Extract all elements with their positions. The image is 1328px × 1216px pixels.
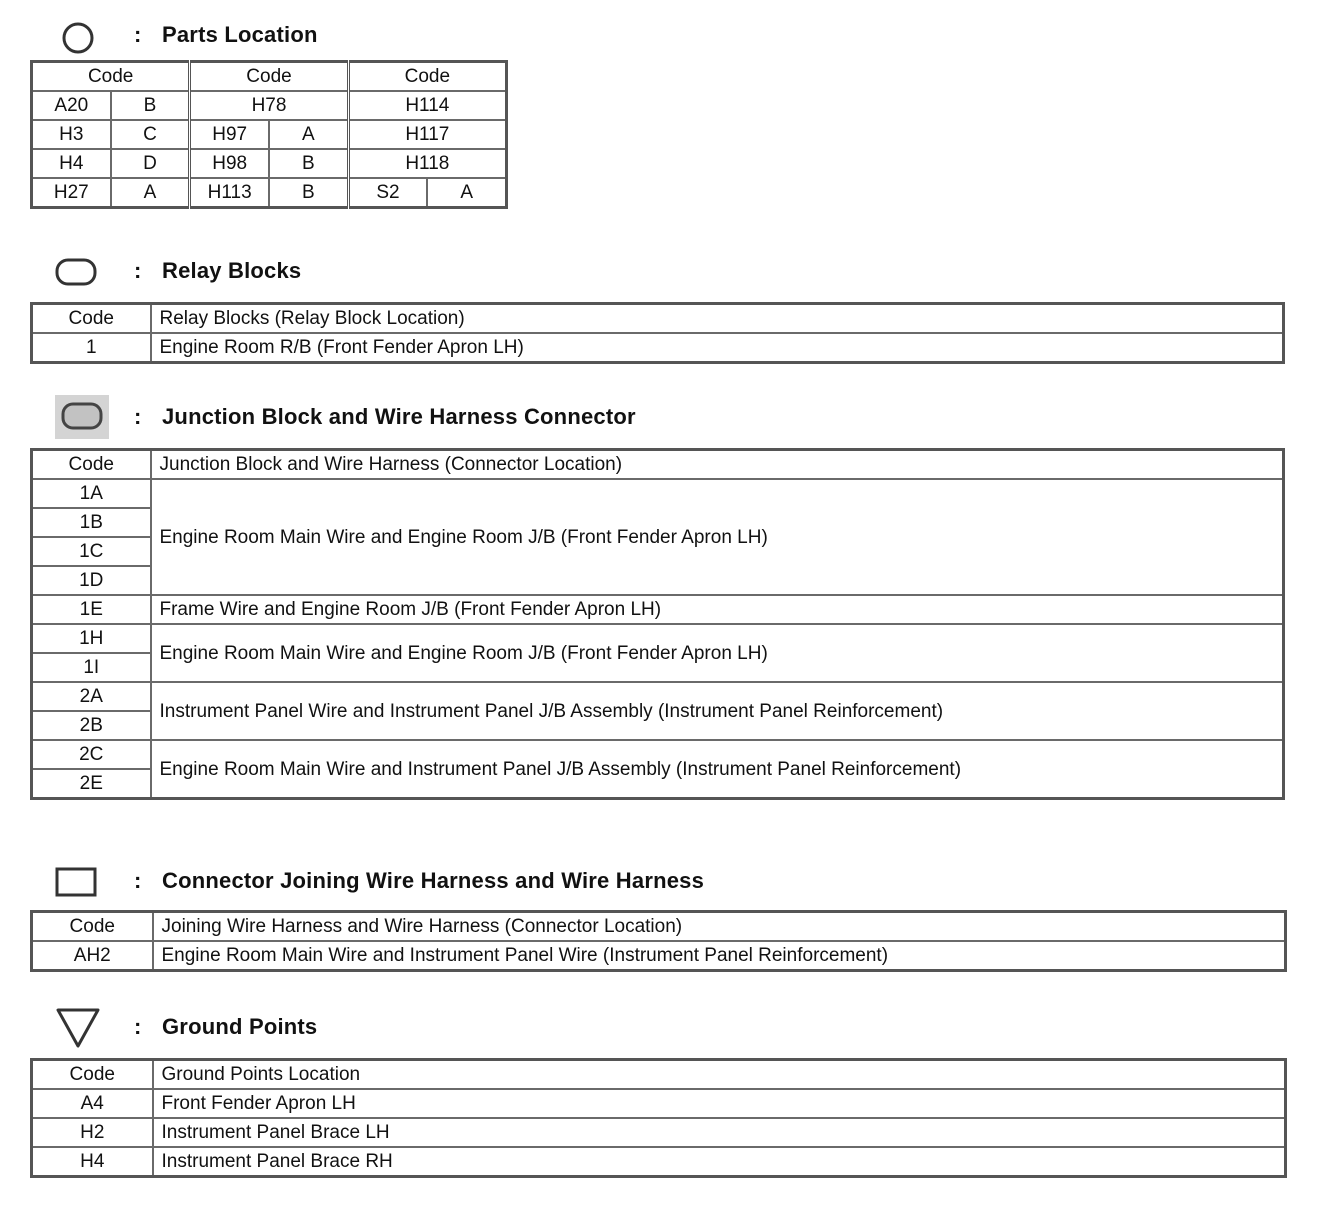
code-cell: 1I	[32, 653, 151, 682]
connector-joining-table	[30, 910, 1287, 972]
location-cell: Instrument Panel Brace RH	[153, 1147, 1286, 1177]
table-row	[32, 149, 507, 178]
code-cell: 1C	[32, 537, 151, 566]
table-row	[32, 1118, 1286, 1147]
table-row	[32, 941, 1286, 971]
circle-icon	[60, 20, 96, 56]
location-cell: Engine Room Main Wire and Engine Room J/B (Front Fender Apron LH)	[151, 479, 1284, 595]
relay-blocks-header	[30, 254, 1285, 294]
code-cell: A20	[32, 91, 111, 120]
section-title: Relay Blocks	[162, 258, 302, 283]
section-title: Ground Points	[162, 1014, 318, 1039]
header-cell: Ground Points Location	[153, 1060, 1286, 1090]
colon: :	[134, 22, 142, 47]
section-title: Junction Block and Wire Harness Connector	[162, 404, 636, 429]
junction-block-header	[30, 398, 1285, 438]
junction-block-section	[30, 398, 1285, 800]
parts-location-table	[30, 60, 508, 209]
location-cell: Engine Room R/B (Front Fender Apron LH)	[151, 333, 1284, 363]
down-triangle-icon	[54, 1006, 102, 1050]
code-cell: H113	[190, 178, 269, 208]
code-cell: C	[111, 120, 190, 149]
code-cell: 1H	[32, 624, 151, 653]
rounded-rect-icon	[54, 256, 98, 288]
table-row	[32, 479, 1284, 508]
code-cell: B	[269, 149, 348, 178]
code-cell: A	[269, 120, 348, 149]
colon: :	[134, 1014, 142, 1039]
table-row	[32, 1147, 1286, 1177]
location-cell: Front Fender Apron LH	[153, 1089, 1286, 1118]
code-cell: A	[427, 178, 506, 208]
table-header-row	[32, 62, 507, 92]
code-cell: B	[269, 178, 348, 208]
junction-block-table	[30, 448, 1285, 800]
code-cell: 2B	[32, 711, 151, 740]
connector-joining-header	[30, 864, 1287, 904]
code-cell: H118	[348, 149, 506, 178]
code-cell: H3	[32, 120, 111, 149]
colon: :	[134, 258, 142, 283]
ground-points-table	[30, 1058, 1287, 1178]
table-header-row	[32, 1060, 1286, 1090]
location-cell: Instrument Panel Wire and Instrument Panel J/B Assembly (Instrument Panel Reinforcement)	[151, 682, 1284, 740]
table-row	[32, 682, 1284, 711]
table-header-row	[32, 304, 1284, 334]
code-cell: S2	[348, 178, 427, 208]
code-cell: 2C	[32, 740, 151, 769]
code-cell: AH2	[32, 941, 153, 971]
code-cell: H2	[32, 1118, 153, 1147]
header-cell: Code	[32, 450, 151, 480]
header-cell: Code	[190, 62, 348, 92]
header-cell: Code	[32, 62, 190, 92]
table-header-row	[32, 450, 1284, 480]
parts-location-header	[30, 18, 508, 58]
code-cell: B	[111, 91, 190, 120]
location-cell: Engine Room Main Wire and Instrument Panel Wire (Instrument Panel Reinforcement)	[153, 941, 1286, 971]
code-cell: 1	[32, 333, 151, 363]
table-row	[32, 120, 507, 149]
table-row	[32, 333, 1284, 363]
parts-location-section	[30, 18, 508, 209]
table-row	[32, 624, 1284, 653]
header-cell: Code	[348, 62, 506, 92]
code-cell: A	[111, 178, 190, 208]
code-cell: H98	[190, 149, 269, 178]
location-cell: Frame Wire and Engine Room J/B (Front Fender Apron LH)	[151, 595, 1284, 624]
code-cell: H4	[32, 1147, 153, 1177]
code-cell: H78	[190, 91, 348, 120]
table-row	[32, 91, 507, 120]
table-row	[32, 740, 1284, 769]
ground-points-header	[30, 1008, 1287, 1048]
section-title: Connector Joining Wire Harness and Wire Harness	[162, 868, 705, 893]
header-cell: Code	[32, 304, 151, 334]
section-title: Parts Location	[162, 22, 318, 47]
relay-blocks-section	[30, 254, 1285, 364]
location-cell: Instrument Panel Brace LH	[153, 1118, 1286, 1147]
code-cell: 1A	[32, 479, 151, 508]
header-cell: Code	[32, 1060, 153, 1090]
code-cell: 2E	[32, 769, 151, 799]
rectangle-icon	[54, 866, 98, 898]
code-cell: A4	[32, 1089, 153, 1118]
table-row	[32, 1089, 1286, 1118]
code-cell: H114	[348, 91, 506, 120]
table-row	[32, 178, 507, 208]
location-cell: Engine Room Main Wire and Instrument Panel J/B Assembly (Instrument Panel Reinforcement)	[151, 740, 1284, 799]
code-cell: H4	[32, 149, 111, 178]
code-cell: H97	[190, 120, 269, 149]
code-cell: 1D	[32, 566, 151, 595]
header-cell: Joining Wire Harness and Wire Harness (Connector Location)	[153, 912, 1286, 942]
colon: :	[134, 404, 142, 429]
code-cell: H117	[348, 120, 506, 149]
code-cell: 1B	[32, 508, 151, 537]
header-cell: Code	[32, 912, 153, 942]
header-cell: Junction Block and Wire Harness (Connector Location)	[151, 450, 1284, 480]
header-cell: Relay Blocks (Relay Block Location)	[151, 304, 1284, 334]
table-header-row	[32, 912, 1286, 942]
ground-points-section	[30, 1008, 1287, 1178]
code-cell: D	[111, 149, 190, 178]
connector-joining-section	[30, 864, 1287, 972]
shaded-rounded-rect-icon	[54, 394, 110, 440]
colon: :	[134, 868, 142, 893]
relay-blocks-table	[30, 302, 1285, 364]
location-cell: Engine Room Main Wire and Engine Room J/B (Front Fender Apron LH)	[151, 624, 1284, 682]
table-row	[32, 595, 1284, 624]
code-cell: H27	[32, 178, 111, 208]
code-cell: 1E	[32, 595, 151, 624]
code-cell: 2A	[32, 682, 151, 711]
